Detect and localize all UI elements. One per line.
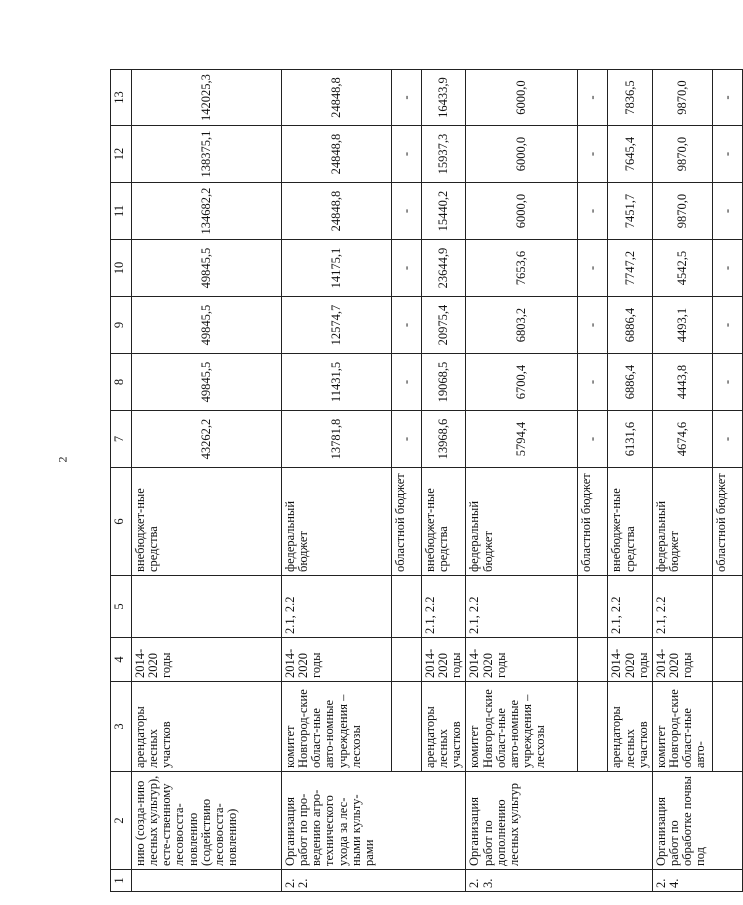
value-cell: - bbox=[392, 183, 422, 240]
funding-source-cell: внебюджет-ные средства bbox=[132, 468, 282, 576]
value-cell: 6000,0 bbox=[466, 70, 578, 126]
executor-cell: комитет Новгород-ские област-ные авто-номные учреждения – лесхозы bbox=[282, 682, 392, 772]
activity-title: Организация работ по про-ведению агро-технического ухода за лес-ными культу-рами bbox=[282, 772, 466, 870]
value-cell: 4493,1 bbox=[652, 297, 712, 354]
period-cell: 2014-2020 годы bbox=[282, 638, 392, 682]
value-cell: 23644,9 bbox=[422, 240, 466, 297]
value-cell: - bbox=[578, 354, 608, 411]
tasks-cell bbox=[712, 576, 742, 638]
value-cell: - bbox=[578, 240, 608, 297]
period-cell: 2014-2020 годы bbox=[466, 638, 578, 682]
value-cell: 11431,5 bbox=[282, 354, 392, 411]
document-page bbox=[110, 70, 734, 892]
value-cell: 7836,5 bbox=[608, 70, 652, 126]
table-row bbox=[578, 70, 608, 892]
value-cell: 49845,5 bbox=[132, 240, 282, 297]
value-cell: - bbox=[392, 297, 422, 354]
value-cell: 6000,0 bbox=[466, 183, 578, 240]
value-cell: - bbox=[712, 183, 742, 240]
activity-title: Организация работ по обработке почвы под bbox=[652, 772, 742, 870]
value-cell: - bbox=[712, 70, 742, 126]
value-cell: 13781,8 bbox=[282, 411, 392, 468]
rotated-table-container bbox=[110, 70, 734, 892]
activity-title: Организация работ по дополнению лесных культур bbox=[466, 772, 652, 870]
value-cell: 4443,8 bbox=[652, 354, 712, 411]
value-cell: 49845,5 bbox=[132, 297, 282, 354]
value-cell: 6886,4 bbox=[608, 297, 652, 354]
value-cell: - bbox=[392, 411, 422, 468]
funding-source-cell: внебюджет-ные средства bbox=[422, 468, 466, 576]
header-cell: 2 bbox=[111, 772, 132, 870]
period-cell bbox=[392, 638, 422, 682]
executor-cell bbox=[578, 682, 608, 772]
program-table bbox=[110, 69, 743, 892]
value-cell: 142025,3 bbox=[132, 70, 282, 126]
executor-cell bbox=[392, 682, 422, 772]
header-cell: 8 bbox=[111, 354, 132, 411]
funding-source-cell: областной бюджет bbox=[578, 468, 608, 576]
value-cell: 20975,4 bbox=[422, 297, 466, 354]
period-cell bbox=[578, 638, 608, 682]
value-cell: 7645,4 bbox=[608, 126, 652, 183]
value-cell: - bbox=[578, 411, 608, 468]
header-cell: 5 bbox=[111, 576, 132, 638]
value-cell: - bbox=[578, 297, 608, 354]
value-cell: 24848,8 bbox=[282, 70, 392, 126]
executor-cell: арендаторы лесных участков bbox=[132, 682, 282, 772]
executor-cell: арендаторы лесных участков bbox=[422, 682, 466, 772]
table-row bbox=[132, 70, 282, 892]
executor-cell: арендаторы лесных участков bbox=[608, 682, 652, 772]
value-cell: - bbox=[392, 126, 422, 183]
table-row bbox=[712, 70, 742, 892]
table-row bbox=[652, 70, 712, 892]
value-cell: - bbox=[712, 240, 742, 297]
header-row bbox=[111, 70, 132, 892]
table-row bbox=[422, 70, 466, 892]
page-number: 2 bbox=[55, 456, 70, 463]
period-cell: 2014-2020 годы bbox=[132, 638, 282, 682]
value-cell: 138375,1 bbox=[132, 126, 282, 183]
header-cell: 1 bbox=[111, 870, 132, 892]
header-cell: 4 bbox=[111, 638, 132, 682]
header-cell: 10 bbox=[111, 240, 132, 297]
row-number: 2.3. bbox=[466, 870, 652, 892]
value-cell: 24848,8 bbox=[282, 126, 392, 183]
value-cell: 9870,0 bbox=[652, 126, 712, 183]
funding-source-cell: областной бюджет bbox=[712, 468, 742, 576]
value-cell: 4542,5 bbox=[652, 240, 712, 297]
value-cell: - bbox=[392, 354, 422, 411]
value-cell: - bbox=[712, 354, 742, 411]
value-cell: - bbox=[578, 70, 608, 126]
table-row bbox=[608, 70, 652, 892]
tasks-cell: 2.1, 2.2 bbox=[282, 576, 392, 638]
value-cell: 5794,4 bbox=[466, 411, 578, 468]
value-cell: 12574,7 bbox=[282, 297, 392, 354]
funding-source-cell: областной бюджет bbox=[392, 468, 422, 576]
tasks-cell bbox=[392, 576, 422, 638]
executor-cell bbox=[712, 682, 742, 772]
value-cell: 4674,6 bbox=[652, 411, 712, 468]
header-cell: 6 bbox=[111, 468, 132, 576]
value-cell: 16433,9 bbox=[422, 70, 466, 126]
table-row bbox=[392, 70, 422, 892]
funding-source-cell: федеральный бюджет bbox=[282, 468, 392, 576]
row-number: 2.2. bbox=[282, 870, 466, 892]
tasks-cell bbox=[578, 576, 608, 638]
value-cell: - bbox=[712, 411, 742, 468]
value-cell: 9870,0 bbox=[652, 70, 712, 126]
header-cell: 12 bbox=[111, 126, 132, 183]
header-cell: 13 bbox=[111, 70, 132, 126]
value-cell: - bbox=[578, 126, 608, 183]
tasks-cell: 2.1, 2.2 bbox=[422, 576, 466, 638]
header-cell: 11 bbox=[111, 183, 132, 240]
value-cell: 49845,5 bbox=[132, 354, 282, 411]
executor-cell: комитет Новгород-ские област-ные авто- bbox=[652, 682, 712, 772]
period-cell: 2014-2020 годы bbox=[422, 638, 466, 682]
header-cell: 7 bbox=[111, 411, 132, 468]
value-cell: 6131,6 bbox=[608, 411, 652, 468]
tasks-cell: 2.1, 2.2 bbox=[466, 576, 578, 638]
value-cell: 6886,4 bbox=[608, 354, 652, 411]
period-cell: 2014-2020 годы bbox=[652, 638, 712, 682]
value-cell: 9870,0 bbox=[652, 183, 712, 240]
period-cell: 2014-2020 годы bbox=[608, 638, 652, 682]
value-cell: 7653,6 bbox=[466, 240, 578, 297]
activity-title: нию (созда-нию лесных культур), есте-ственному лесовосста-новлению (содействию лесовосста-новлению) bbox=[132, 772, 282, 870]
value-cell: 14175,1 bbox=[282, 240, 392, 297]
period-cell bbox=[712, 638, 742, 682]
value-cell: 6000,0 bbox=[466, 126, 578, 183]
value-cell: 6700,4 bbox=[466, 354, 578, 411]
tasks-cell: 2.1, 2.2 bbox=[608, 576, 652, 638]
row-number: 2.4. bbox=[652, 870, 742, 892]
tasks-cell bbox=[132, 576, 282, 638]
row-number bbox=[132, 870, 282, 892]
tasks-cell: 2.1, 2.2 bbox=[652, 576, 712, 638]
value-cell: 134682,2 bbox=[132, 183, 282, 240]
funding-source-cell: внебюджет-ные средства bbox=[608, 468, 652, 576]
header-cell: 3 bbox=[111, 682, 132, 772]
value-cell: - bbox=[578, 183, 608, 240]
value-cell: - bbox=[392, 70, 422, 126]
value-cell: - bbox=[712, 297, 742, 354]
table-row bbox=[466, 70, 578, 892]
table-row bbox=[282, 70, 392, 892]
executor-cell: комитет Новгород-ские област-ные авто-номные учреждения – лесхозы bbox=[466, 682, 578, 772]
header-cell: 9 bbox=[111, 297, 132, 354]
value-cell: 19068,5 bbox=[422, 354, 466, 411]
value-cell: 24848,8 bbox=[282, 183, 392, 240]
value-cell: - bbox=[712, 126, 742, 183]
funding-source-cell: федеральный бюджет bbox=[652, 468, 712, 576]
value-cell: 15937,3 bbox=[422, 126, 466, 183]
value-cell: 6803,2 bbox=[466, 297, 578, 354]
value-cell: 7451,7 bbox=[608, 183, 652, 240]
value-cell: 13968,6 bbox=[422, 411, 466, 468]
funding-source-cell: федеральный бюджет bbox=[466, 468, 578, 576]
value-cell: 43262,2 bbox=[132, 411, 282, 468]
value-cell: - bbox=[392, 240, 422, 297]
value-cell: 7747,2 bbox=[608, 240, 652, 297]
value-cell: 15440,2 bbox=[422, 183, 466, 240]
